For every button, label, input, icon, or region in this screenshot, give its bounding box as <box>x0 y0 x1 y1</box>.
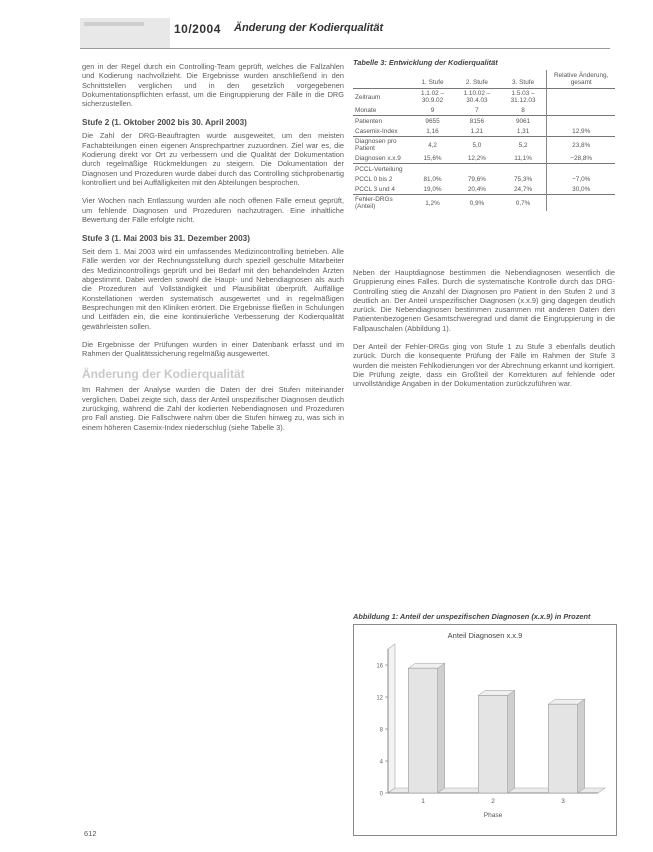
table-row-label: Casemix-Index <box>355 127 398 135</box>
table-row <box>353 126 615 137</box>
table-cell: 8156 <box>454 116 500 127</box>
x-axis-label: Phase <box>483 812 503 819</box>
table-cell: 79,6% <box>467 175 486 183</box>
table-row <box>353 184 615 195</box>
table-row <box>353 195 615 212</box>
table-cell: 5,2 <box>500 137 547 154</box>
table-header-cell <box>353 70 411 89</box>
coding-quality-table <box>353 70 615 211</box>
table-cell: 9655 <box>411 116 454 127</box>
table-row-label: Patienten <box>353 116 411 127</box>
right-paragraph-2: Der Anteil der Fehler-DRGs ging von Stufe 1 zu Stufe 3 ebenfalls deutlich zurück. Durch die konsequente Prüfung der Fälle im Rahmen der Stufe 3 wurden die meisten Fehlkodierungen vor der Abrechnung erkannt und korrigiert. Die Prüfung zeigte, dass ein Großteil der Korrekturen auf fehlende oder unvollständige Angaben in der Dokumentation zurückzuführen war. <box>353 342 615 389</box>
publication-logo-bar <box>84 22 144 26</box>
table-cell <box>547 195 615 212</box>
table-row-label: PCCL 0 bis 2 <box>355 175 393 183</box>
y-tick-label: 4 <box>379 759 383 766</box>
table-cell: 1.10.02 – 30.4.03 <box>463 90 491 104</box>
table-cell <box>454 164 500 175</box>
table-row <box>353 174 615 184</box>
table-cell: 1,21 <box>470 127 484 135</box>
y-tick-label: 0 <box>379 791 383 798</box>
table-row-label: Diagnosen pro Patient <box>353 137 411 154</box>
stage3-heading: Stufe 3 (1. Mai 2003 bis 31. Dezember 2003) <box>82 234 250 244</box>
stage3-paragraph-2: Die Ergebnisse der Prüfungen wurden in einer Datenbank erfasst und im Rahmen der Qualitätssicherung regelmäßig ausgewertet. <box>82 339 344 359</box>
table-caption: Tabelle 3: Entwicklung der Kodierqualität <box>353 58 498 67</box>
bar <box>478 695 507 793</box>
table-row <box>353 105 615 116</box>
running-title: Änderung der Kodierqualität <box>234 22 384 34</box>
table-cell: 0,7% <box>500 195 547 212</box>
stage3-paragraph: Seit dem 1. Mai 2003 wird ein umfassendes Medizincontrolling betrieben. Alle Fälle werden vor der Rechnungsstellung durch speziell geschulte Mitarbeiter des Medizincontrollings geprüft und bei Bedarf mit den behandelnden Ärzten abgestimmt. Dabei werden sowohl die Haupt- und Nebendiagnosen als auch die Prozeduren auf Vollständigkeit und Plausibilität überprüft. Auffällige Konstellationen werden systematisch ausgewertet und in regelmäßigen Besprechungen mit den Kliniken erörtert. Die Ergebnisse fließen in Schulungen und Leitfäden ein, die eine kontinuierliche Verbesserung der Kodierqualität gewährleisten sollen. <box>82 247 344 331</box>
table-cell: 9 <box>430 106 435 114</box>
table-row <box>353 153 615 164</box>
table-cell <box>547 164 615 175</box>
table-cell: 1,31 <box>516 127 530 135</box>
table-cell <box>411 164 454 175</box>
section-heading: Änderung der Kodierqualität <box>82 367 245 382</box>
table-row-label: Zeitraum <box>355 93 381 101</box>
x-tick-label: 3 <box>561 798 565 805</box>
table-cell: 5,0 <box>454 137 500 154</box>
page-number: 612 <box>84 829 97 838</box>
x-tick-label: 1 <box>421 798 425 805</box>
table-cell: 1,16 <box>426 127 439 135</box>
table-cell: 20,4% <box>467 185 486 193</box>
table-row <box>353 137 615 154</box>
stage2-paragraph: Die Zahl der DRG-Beauftragten wurde ausgeweitet, um den meisten Fachabteilungen einen eigenen Ansprechpartner zuzuordnen. Ziel war es, die Kodierung direkt vor Ort zu verbessern und die Qualität der Dokumentation durch regelmäßige Rückmeldungen zu steigern. Die Dokumentation der Diagnosen und Prozeduren wurde dabei durch das Controlling stichprobenartig kontrolliert und bei Auffälligkeiten mit den Abteilungen besprochen. <box>82 131 344 187</box>
bar-side <box>508 690 515 793</box>
table-header-cell: 1. Stufe <box>411 70 454 89</box>
chart-side-wall <box>388 644 395 793</box>
table-row <box>353 164 615 175</box>
bar-chart <box>354 625 616 835</box>
bar <box>408 668 437 793</box>
table-row <box>353 116 615 127</box>
table-cell: 1,2% <box>411 195 454 212</box>
table-row-label: Fehler-DRGs (Anteil) <box>353 195 411 212</box>
table-cell: −7,0% <box>547 174 615 184</box>
right-column <box>353 268 615 398</box>
header-rule <box>80 48 610 49</box>
table-cell: 12,2% <box>467 154 486 162</box>
y-tick-label: 16 <box>376 663 383 670</box>
chart-title: Anteil Diagnosen x.x.9 <box>447 631 523 640</box>
table-cell <box>547 116 615 127</box>
y-tick-label: 12 <box>376 695 383 702</box>
table-cell: 75,3% <box>514 175 533 183</box>
table-cell: 30,0% <box>547 184 615 195</box>
table-cell: 1.1.02 – 30.9.02 <box>420 90 445 104</box>
bar <box>548 704 577 793</box>
table-cell: 24,7% <box>514 185 533 193</box>
stage2-heading: Stufe 2 (1. Oktober 2002 bis 30. April 2003) <box>82 118 247 128</box>
table-cell <box>547 89 615 106</box>
table-cell: 4,2 <box>411 137 454 154</box>
table-cell: 19,0% <box>423 185 442 193</box>
table-cell: −28,8% <box>547 153 615 164</box>
table-row-label: PCCL 3 und 4 <box>355 185 395 193</box>
intro-paragraph: gen in der Regel durch ein Controlling-Team geprüft, welches die Fallzahlen und Kodierung nachvollzieht. Die Ergebnisse wurden anschließend in den Schnittstellen verglichen und in den gesetzlich vorgegebenen Dokumentationspflichten erfasst, um die Eingruppierung der Fälle in die DRG sicherzustellen. <box>82 62 344 109</box>
y-tick-label: 8 <box>379 727 383 734</box>
table-cell: 8 <box>521 106 525 114</box>
figure-caption: Abbildung 1: Anteil der unspezifischen Diagnosen (x.x.9) in Prozent <box>353 612 591 621</box>
table-header-cell: 2. Stufe <box>454 70 500 89</box>
table-cell: 9061 <box>500 116 547 127</box>
section-paragraph: Im Rahmen der Analyse wurden die Daten der drei Stufen miteinander verglichen. Dabei zeigte sich, dass der Anteil unspezifischer Diagnosen deutlich zurückging, während die Zahl der kodierten Nebendiagnosen und Prozeduren pro Fall anstieg. Die Fallschwere nahm über die Stufen hinweg zu, was sich in einem höheren Casemix-Index niederschlug (siehe Tabelle 3). <box>82 385 344 432</box>
figure-frame <box>353 624 617 836</box>
table-cell: 15,6% <box>423 154 442 162</box>
bar-side <box>438 663 445 793</box>
table-cell <box>547 105 615 116</box>
table-cell: 81,0% <box>423 175 442 183</box>
table-cell: 7 <box>475 106 479 114</box>
issue-number: 10/2004 <box>174 22 221 36</box>
table-row-label: PCCL-Verteilung <box>353 164 411 175</box>
table-cell: 1.5.03 – 31.12.03 <box>510 90 536 104</box>
table-row <box>353 89 615 106</box>
stage2-paragraph-2: Vier Wochen nach Entlassung wurden alle noch offenen Fälle erneut geprüft, um fehlende Diagnosen und Prozeduren nachzutragen. Eine inhaltliche Bewertung der Fälle erfolgte nicht. <box>82 196 344 224</box>
table-header-cell: 3. Stufe <box>500 70 547 89</box>
table-header-row <box>353 70 615 89</box>
table-cell <box>500 164 547 175</box>
x-tick-label: 2 <box>491 798 495 805</box>
table-cell: 0,9% <box>454 195 500 212</box>
left-column <box>82 62 344 441</box>
table-cell: 23,8% <box>547 137 615 154</box>
table-cell: 12,9% <box>547 126 615 137</box>
bar-side <box>578 699 585 793</box>
table-cell: 11,1% <box>514 154 532 162</box>
table-header-cell: Relative Änderung, gesamt <box>547 70 615 89</box>
table-row-label: Monate <box>355 106 377 114</box>
table-row-label: Diagnosen x.x.9 <box>355 154 401 162</box>
right-paragraph-1: Neben der Hauptdiagnose bestimmen die Nebendiagnosen wesentlich die Gruppierung eines Falles. Durch die systematische Kontrolle durch das DRG-Controlling stieg die Anzahl der Diagnosen pro Patient in den Stufen 2 und 3 deutlich an. Der Anteil unspezifischer Diagnosen (x.x.9) ging dagegen deutlich zurück. Die Nebendiagnosen bestimmen zusammen mit anderen Daten den Patientenbezogenen Gesamtschweregrad und damit die Eingruppierung in die Fallpauschalen (Abbildung 1). <box>353 268 615 333</box>
